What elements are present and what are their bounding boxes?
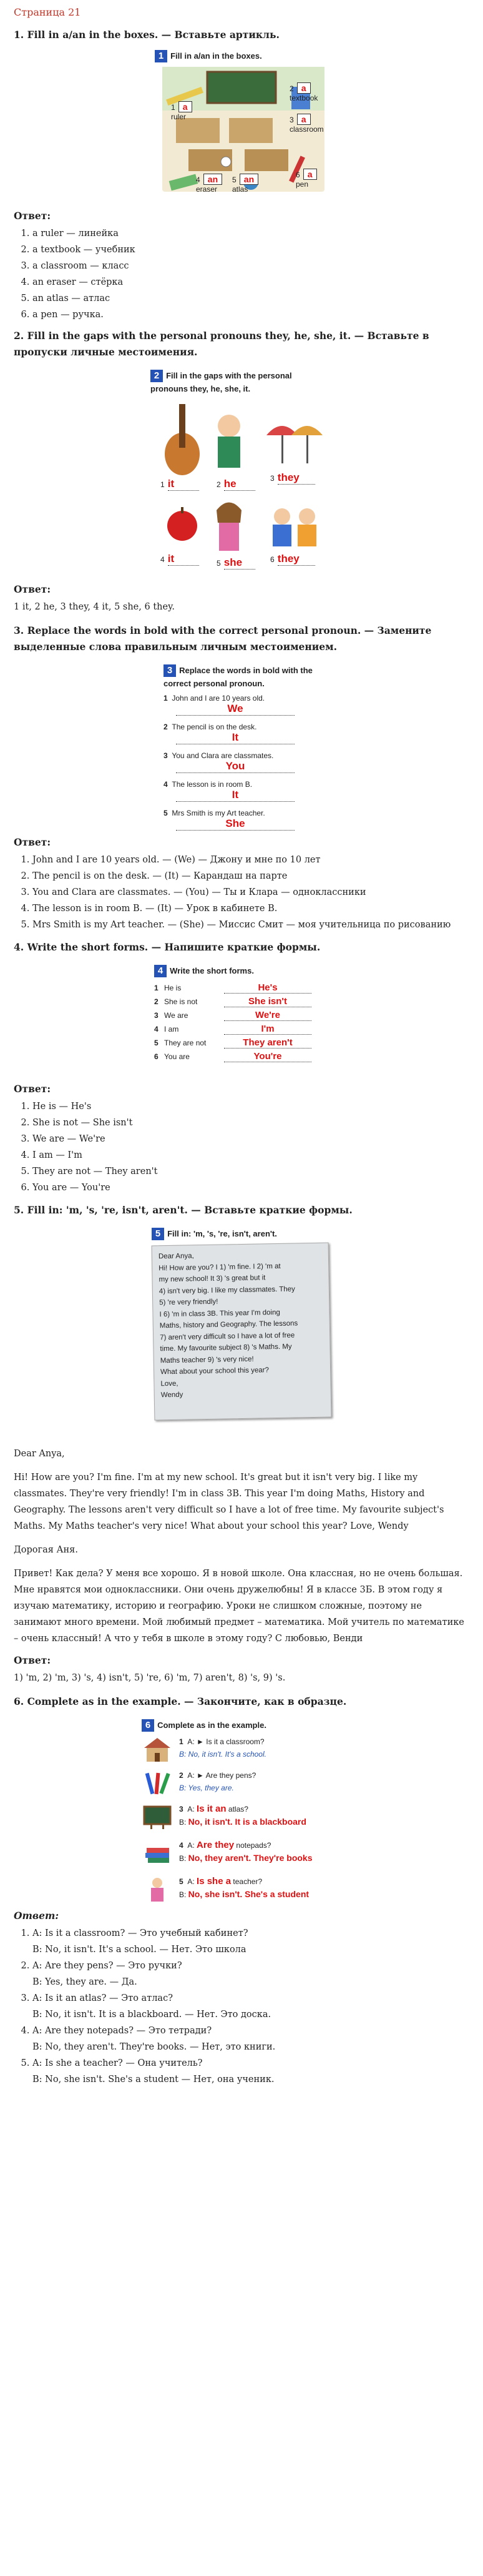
pronoun-slot-6: 6 they <box>270 553 315 566</box>
list-item: 5. A: Is she a teacher? — Она учитель? B: No, she isn't. She's a student — Нет, она ученик. <box>32 2055 469 2088</box>
exercise-6-image-heading <box>142 1716 341 1735</box>
list-item: 6. You are — You're <box>32 1180 469 1196</box>
list-item: 3. You and Clara are classmates. — (You) — Ты и Клара — одноклассники <box>32 884 469 901</box>
list-item: 1. He is — He's <box>32 1098 469 1115</box>
exercise-1-answers <box>14 225 469 323</box>
letter-en-greeting: Dear Anya, <box>14 1449 65 1459</box>
box-6: 6 a pen <box>296 168 317 189</box>
books-icon <box>142 1839 179 1875</box>
exercise-6-item: 5 A: Is she a teacher? B: No, she isn't. She's a student <box>142 1875 341 1912</box>
pronoun-slot-5: 5 she <box>217 556 255 570</box>
list-item: 1. A: Is it a classroom? — Это учебный кабинет? B: No, it isn't. It's a school. — Нет. Это школа <box>32 1925 469 1958</box>
letter-ru-greeting: Дорогая Аня. <box>14 1545 78 1555</box>
box-4: 4 an eraser <box>196 173 222 194</box>
exercise-3-line: 4 The lesson is in room B. It <box>163 780 320 809</box>
box-2: 2 a textbook <box>290 83 318 102</box>
exercise-6-item: 1 A: ► Is it a classroom? B: No, it isn't. It's a school. <box>142 1735 341 1769</box>
exercise-2-image-heading <box>150 369 331 394</box>
list-item: 4. an eraser — стёрка <box>32 274 469 290</box>
pronoun-slot-3: 3 they <box>270 471 315 485</box>
exercise-4-heading: 4. Write the short forms. — Напишите краткие формы. <box>14 941 321 953</box>
exercise-3-line: 2 The pencil is on the desk. It <box>163 723 320 751</box>
exercise-3-line: 3 You and Clara are classmates. You <box>163 751 320 780</box>
box-1: 1 a ruler <box>171 101 192 121</box>
exercise-5-heading: 5. Fill in: 'm, 's, 're, isn't, aren't. — Вставьте краткие формы. <box>14 1204 353 1216</box>
answer-label: Ответ: <box>14 1910 59 1922</box>
list-item: 6. a pen — ручка. <box>32 307 469 323</box>
letter-card <box>152 1243 332 1421</box>
list-item: 4. The lesson is in room B. — (It) — Урок в кабинете В. <box>32 901 469 917</box>
list-item: 3. A: Is it an atlas? — Это атлас? B: No, it isn't. It is a blackboard. — Нет. Это доска. <box>32 1990 469 2023</box>
exercise-3-line: 1 John and I are 10 years old. We <box>163 694 320 723</box>
answer-label: Ответ: <box>14 1654 51 1666</box>
exercise-6-item: 2 A: ► Are they pens? B: Yes, they are. <box>142 1769 341 1803</box>
exercise-instruction: Fill in a/an in the boxes. <box>170 51 262 61</box>
exercise-instruction: Fill in: 'm, 's, 're, isn't, aren't. <box>167 1229 277 1238</box>
pens-icon <box>142 1769 179 1803</box>
pronoun-slot-2: 2 he <box>217 478 255 491</box>
list-item: 2. A: Are they pens? — Это ручки? B: Yes, they are. — Да. <box>32 1958 469 1990</box>
exercise-2-answer: 1 it, 2 he, 3 they, 4 it, 5 she, 6 they. <box>14 602 175 612</box>
blackboard-icon <box>142 1803 179 1839</box>
letter-ru-body: Привет! Как дела? У меня все хорошо. Я в новой школе. Она классная, но не очень большая. Мне нравятся мои одноклассники. Они очень дружелюбны! Я в классе 3Б. В этом году я изучаю математику, историю и географию. Уроки не слишком сложные, поэтому не занимают много времени. Мой любимый предмет – математика. Мой учитель по математике – очень классный! А что у тебя в школе в этому году? С любовью, Венди <box>14 1569 464 1644</box>
pronoun-slot-1: 1 it <box>160 478 199 491</box>
short-form-line: 3 We are We're <box>154 1010 329 1024</box>
exercise-number-badge: 6 <box>142 1719 154 1732</box>
exercise-number-badge: 1 <box>155 50 167 62</box>
short-form-line: 6 You are You're <box>154 1051 329 1065</box>
list-item: 2. The pencil is on the desk. — (It) — Карандаш на парте <box>32 868 469 884</box>
exercise-1-image-heading <box>155 49 329 62</box>
answer-label: Ответ: <box>14 836 51 848</box>
exercise-instruction: Fill in the gaps with the personal pronouns they, he, she, it. <box>150 371 292 393</box>
answer-label: Ответ: <box>14 1083 51 1095</box>
letter-en-body: Hi! How are you? I'm fine. I'm at my new school. It's great but it isn't very big. I like my classmates. They're very friendly! I'm in class 3B. This year I'm doing Maths, History and Geography. The lessons aren't very difficult so I have a lot of free time. My favourite subject's Maths. My Maths teacher's very nice! What about your school this year? Love, Wendy <box>14 1473 444 1531</box>
exercise-3-answers <box>14 852 469 933</box>
exercise-3-image <box>163 661 320 830</box>
exercise-3-line: 5 Mrs Smith is my Art teacher. She <box>163 809 320 837</box>
exercise-number-badge: 4 <box>154 965 167 977</box>
list-item: 1. a ruler — линейка <box>32 225 469 242</box>
answer-label: Ответ: <box>14 583 51 595</box>
exercise-4-image-heading <box>154 962 329 982</box>
list-item: 1. John and I are 10 years old. — (We) — Джону и мне по 10 лет <box>32 852 469 868</box>
box-3: 3 a classroom <box>290 114 324 134</box>
short-form-line: 4 I am I'm <box>154 1024 329 1037</box>
exercise-5-image <box>148 1225 335 1437</box>
exercise-number-badge: 3 <box>163 664 176 677</box>
exercise-5-answer: 1) 'm, 2) 'm, 3) 's, 4) isn't, 5) 're, 6) 'm, 7) aren't, 8) 's, 9) 's. <box>14 1673 286 1683</box>
exercise-number-badge: 2 <box>150 370 163 382</box>
exercise-6-item: 3 A: Is it an atlas? B: No, it isn't. It is a blackboard <box>142 1803 341 1839</box>
list-item: 3. a classroom — класс <box>32 258 469 274</box>
exercise-instruction: Replace the words in bold with the correct personal pronoun. <box>163 666 313 688</box>
student-icon <box>142 1875 179 1912</box>
exercise-5-image-heading <box>148 1225 335 1244</box>
exercise-6-image <box>142 1716 341 1903</box>
list-item: 3. We are — We're <box>32 1131 469 1147</box>
exercise-3-heading: 3. Replace the words in bold with the correct personal pronoun. — Замените выделенные слова правильным личным местоимением. <box>14 624 432 653</box>
exercise-1-image <box>151 49 332 202</box>
school-icon <box>142 1735 179 1769</box>
exercise-3-image-heading <box>163 661 320 694</box>
list-item: 2. She is not — She isn't <box>32 1115 469 1131</box>
exercise-number-badge: 5 <box>152 1228 164 1240</box>
list-item: 5. an atlas — атлас <box>32 290 469 307</box>
short-form-line: 1 He is He's <box>154 982 329 996</box>
box-5: 5 an atlas <box>232 173 258 194</box>
pronoun-slot-4: 4 it <box>160 553 199 566</box>
page-title: Страница 21 <box>14 6 81 18</box>
exercise-4-image <box>154 962 329 1074</box>
exercise-6-item: 4 A: Are they notepads? B: No, they aren't. They're books <box>142 1839 341 1875</box>
letter-text: Dear Anya, Hi! How are you? I 1) 'm fine. I 2) 'm at my new school! It 3) 's great but it 4) isn't very big. I like my classmates. They 5) 're very friendly! I 6) 'm in class 3B. This year I'm doing Maths, history and Geography. The lessons 7) aren't very difficult so I have a lot of free time. My favourite subject 8) 's Maths. My Maths teacher 9) 's very nice! What about your school this year? Love, Wendy <box>158 1252 298 1399</box>
short-form-line: 2 She is not She isn't <box>154 996 329 1010</box>
exercise-6-heading: 6. Complete as in the example. — Закончите, как в образце. <box>14 1695 347 1707</box>
exercise-1-heading: 1. Fill in a/an in the boxes. — Вставьте артикль. <box>14 29 280 41</box>
list-item: 4. I am — I'm <box>32 1147 469 1163</box>
list-item: 5. Mrs Smith is my Art teacher. — (She) — Миссис Смит — моя учительница по рисованию <box>32 917 469 933</box>
exercise-4-answers <box>14 1098 469 1196</box>
answer-label: Ответ: <box>14 210 51 222</box>
short-form-line: 5 They are not They aren't <box>154 1037 329 1051</box>
list-item: 4. A: Are they notepads? — Это тетради? B: No, they aren't. They're books. — Нет, это книги. <box>32 2023 469 2055</box>
list-item: 2. a textbook — учебник <box>32 242 469 258</box>
exercise-2-image <box>148 367 335 576</box>
exercise-6-answers <box>14 1925 469 2088</box>
exercise-instruction: Complete as in the example. <box>157 1720 266 1730</box>
exercise-2-heading: 2. Fill in the gaps with the personal pronouns they, he, she, it. — Вставьте в пропуски личные местоимения. <box>14 330 429 358</box>
exercise-instruction: Write the short forms. <box>170 966 254 975</box>
list-item: 5. They are not — They aren't <box>32 1163 469 1180</box>
